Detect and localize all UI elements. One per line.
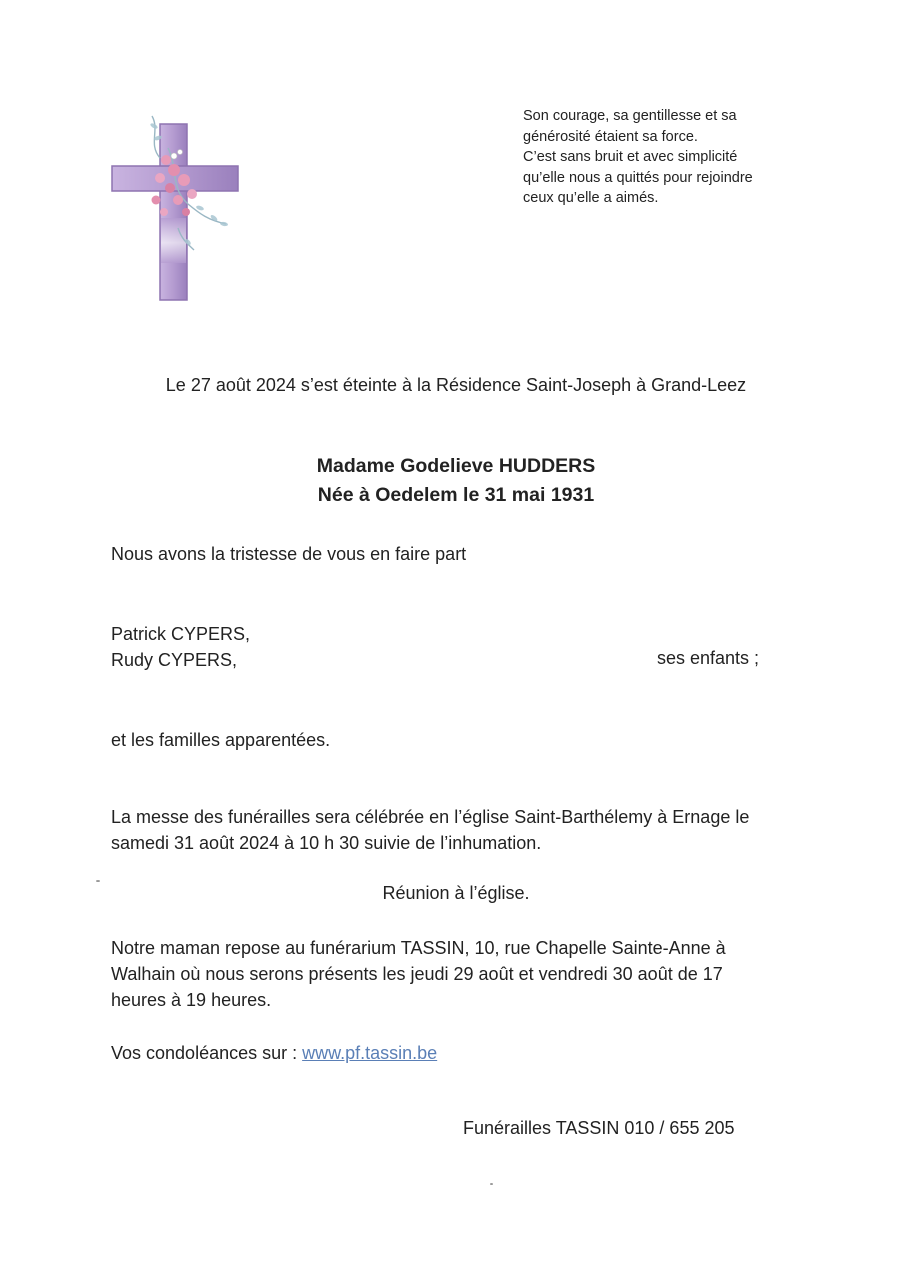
scan-speck — [96, 880, 100, 882]
deceased-block — [0, 452, 902, 510]
sadness-line: Nous avons la tristesse de vous en faire part — [111, 544, 467, 564]
rest-line: Walhain où nous serons présents les jeudi 29 août et vendredi 30 août de 17 — [111, 964, 723, 984]
mass-paragraph — [111, 804, 749, 856]
condolences-label: Vos condoléances sur : — [111, 1043, 303, 1063]
scan-speck — [490, 1183, 493, 1185]
mass-line: samedi 31 août 2024 à 10 h 30 suivie de l’inhumation. — [111, 833, 542, 853]
poem-line: C’est sans bruit et avec simplicité — [523, 149, 738, 165]
children-relation: ses enfants ; — [657, 648, 760, 668]
cross-with-flowers-icon — [108, 108, 258, 308]
families-line: et les familles apparentées. — [111, 730, 331, 750]
poem-line: générosité étaient sa force. — [523, 128, 698, 145]
rest-line: heures à 19 heures. — [111, 990, 272, 1010]
funeral-home: Funérailles TASSIN 010 / 655 205 — [463, 1118, 735, 1138]
deceased-name: Madame Godelieve HUDDERS — [316, 455, 596, 477]
rest-paragraph — [111, 935, 726, 1013]
poem-line: Son courage, sa gentillesse et sa — [523, 108, 737, 124]
deceased-birth: Née à Oedelem le 31 mai 1931 — [317, 484, 595, 506]
child-name: Patrick CYPERS, — [111, 624, 251, 644]
announcement: Le 27 août 2024 s’est éteinte à la Résidence Saint-Joseph à Grand-Leez — [165, 375, 747, 395]
condolences-line — [111, 1040, 437, 1066]
meeting-line: Réunion à l’église. — [382, 883, 530, 903]
rest-line: Notre maman repose au funérarium TASSIN, 10, rue Chapelle Sainte-Anne à — [111, 938, 726, 958]
poem-line: qu’elle nous a quittés pour rejoindre — [523, 169, 753, 186]
mass-line: La messe des funérailles sera célébrée en l’église Saint-Barthélemy à Ernage le — [111, 807, 750, 827]
poem-line: ceux qu’elle a aimés. — [523, 190, 659, 206]
child-name: Rudy CYPERS, — [111, 650, 238, 670]
condolences-link[interactable]: www.pf.tassin.be — [302, 1043, 438, 1063]
poem — [523, 106, 753, 209]
